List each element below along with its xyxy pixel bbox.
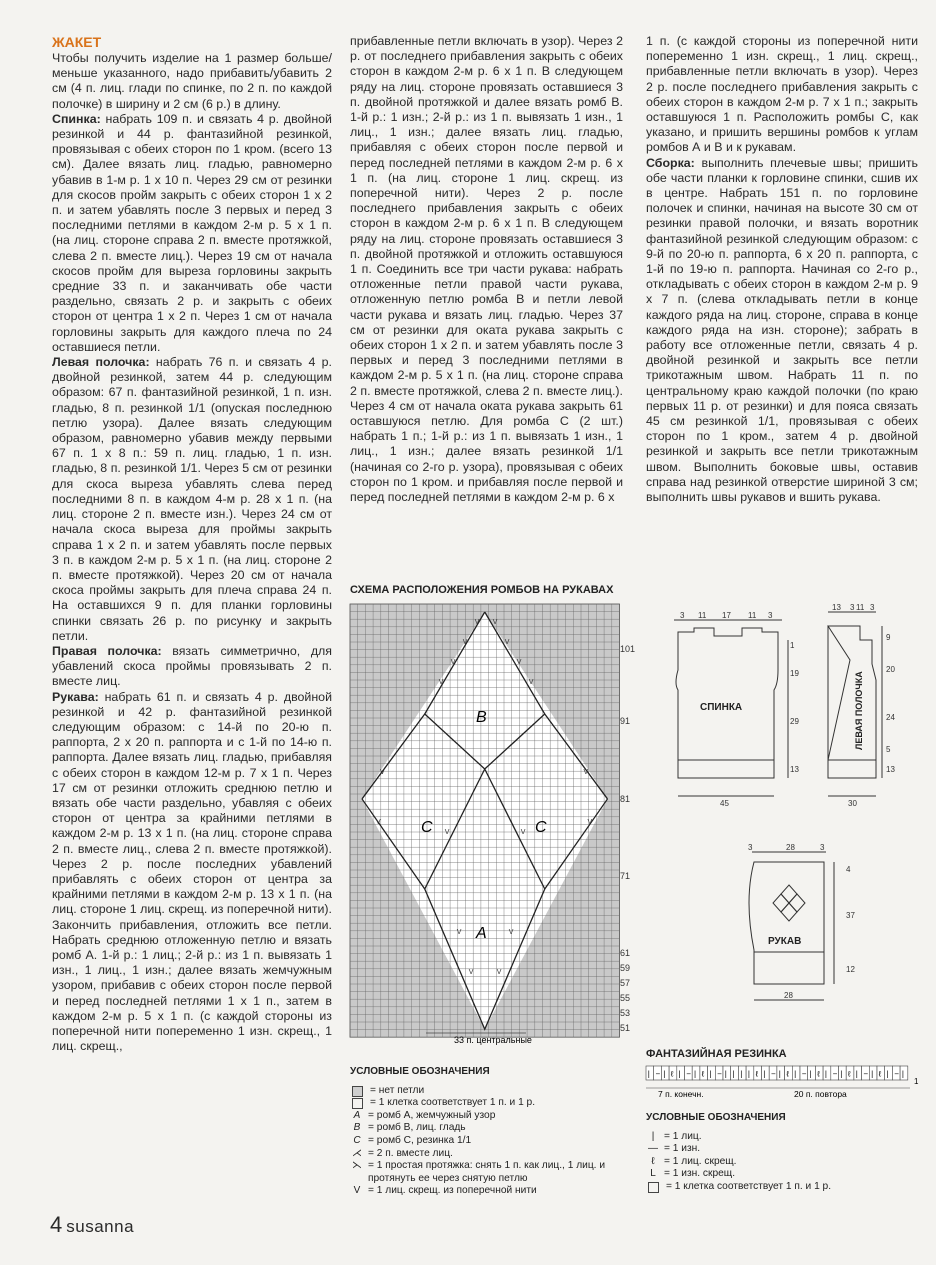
svg-text:−: − (686, 1069, 691, 1079)
row-label-91: 91 (620, 716, 631, 726)
sleeve-dim-side-2: 37 (846, 911, 855, 920)
assembly-paragraph (646, 156, 918, 506)
sleeve-dim-bottom: 28 (784, 991, 793, 1000)
fancy-rib-label-right: 20 п. повтора (794, 1089, 847, 1099)
svg-text:V: V (583, 769, 589, 776)
svg-text:V: V (516, 659, 522, 666)
back-dim-top-3: 17 (722, 611, 731, 620)
row-label-55: 55 (620, 993, 631, 1003)
svg-text:V: V (462, 639, 468, 646)
svg-text:|: | (871, 1069, 874, 1079)
fancy-rib-label-left: 7 п. конечн. (658, 1089, 704, 1099)
svg-text:ℓ: ℓ (670, 1069, 674, 1079)
sleeve-paragraph (52, 690, 332, 1055)
svg-text:|: | (694, 1069, 697, 1079)
svg-text:|: | (778, 1069, 781, 1079)
back-dim-side-3: 29 (790, 717, 799, 726)
svg-text:ℓ: ℓ (701, 1069, 705, 1079)
back-dim-side-1: 1 (790, 641, 795, 650)
svg-text:ℓ: ℓ (817, 1069, 820, 1079)
chart-bottom-label: 33 п. центральные (454, 1035, 532, 1045)
svg-text:|: | (886, 1069, 889, 1079)
front-dim-top-2: 3 (850, 603, 855, 612)
back-text: набрать 109 п. и связать 4 р. двойной резинкой и 44 р. фантазийной резинкой, провязывая с обеих сторон по 1 кром. (всего 13 см). Далее вязать лиц. гладью, равномерно убавив в 1-м р. 1 х 10 п. Через 29 см от резинки для скосов пройм закрыть с обеих сторон 1 х 2 п. и затем убавлять после 3 первых и перед 3 последними петлями в каждом 2-м р. 5 х 1 п. (на лиц. стороне справа 2 п. вместе протяжкой, слева 2 п. вместе лиц.). Через 19 см от начала скосов пройм для выреза горловины закрыть средние 33 п. и заканчивать обе части раздельно, связать 2 р. и закрыть с обеих сторон от центра 1 х 2 п. Через 1 см от начала горловины закрыть для каждого плеча по 24 оставшиеся петли. (52, 111, 332, 354)
svg-text:|: | (855, 1069, 858, 1079)
letter-b: B (476, 709, 487, 726)
legend-item: A = ромб А, жемчужный узор (353, 1109, 496, 1121)
sleeve-label: РУКАВ (768, 936, 802, 947)
left-front-text: набрать 76 п. и связать 4 р. двойной резинкой, затем 44 р. следующим образом: 67 п. фантазийной резинкой, 1 п. изн. гладью, 8 п. резинкой 1/1 (опуская последнюю петлю узора). Далее вязать следующим образом, равномерно убавив между первыми 67 п. 1 х 8 п.: 59 п. лиц. гладью, 1 п. изн. гладью, 8 п. резинкой 1/1. Через 5 см от резинки для скоса выреза убавлять слева перед последними 8 п. в каждом 4-м р. 28 х 1 п. (на лиц. стороне 2 п. вместе изн.). Через 24 см от начала скоса выреза для проймы закрыть справа 1 х 2 п. и затем убавлять после первых 3 п. в каждом 2-м р. 5 х 1 п. (на лиц. стороне 2 п. вместе протяжкой). Через 20 см от начала скоса проймы закрыть для плеча справа 24 п. На оставшихся 9 п. для планки горловины спинки связать 26 р. по рисунку и закрыть петли. (52, 355, 332, 643)
sleeve-dim-side-3: 12 (846, 965, 855, 974)
front-dim-side-1: 9 (886, 633, 891, 642)
front-dim-side-2: 20 (886, 665, 895, 674)
svg-text:ℓ: ℓ (786, 1069, 789, 1079)
chart-title: СХЕМА РАСПОЛОЖЕНИЯ РОМБОВ НА РУКАВАХ (350, 584, 614, 596)
row-label-71: 71 (620, 871, 631, 881)
svg-text:V: V (520, 829, 526, 836)
legend2-item: — = 1 изн. (648, 1143, 701, 1155)
svg-text:|: | (724, 1069, 727, 1079)
legend-item: C = ромб С, резинка 1/1 (353, 1134, 472, 1146)
page-number: 4 (50, 1212, 63, 1237)
back-dim-top-1: 3 (680, 611, 685, 620)
garment-schematics (650, 600, 930, 1020)
svg-text:|: | (763, 1069, 766, 1079)
svg-text:|: | (794, 1069, 797, 1079)
svg-text:−: − (801, 1069, 807, 1079)
sleeve-dim-top-3: 3 (820, 843, 825, 852)
svg-text:−: − (655, 1069, 661, 1079)
sleeve-text: набрать 61 п. и связать 4 р. двойной резинкой и 42 р. фантазийной резинкой следующим образом: с 14-й по 20-ю п. раппорта, 2 х 20 п. раппорта и с 1-й по 14-ю п. раппорта. Далее вязать лиц. гладью, прибавляя с обеих сторон в каждом 12-м р. 7 х 1 п. Через 17 см от резинки отложить среднюю петлю и вязать обе части раздельно, убавляя с обеих сторон от центра за крайними петлями в каждом 2-м р. 13 х 1 п. (на лиц. стороне справа 2 п. вместе лиц., слева 2 п. вместе протяжкой). Через 2 р. после последних убавлений прибавлять с обеих сторон от центра за крайними петлями в каждом 2-м р. 13 х 1 п. (на лиц. стороне 1 лиц. скрещ. из поперечной нити). Закончить прибавления, отложить все петли. Набрать среднюю отложенную петлю и вязать ромб А. 1-й р.: 1 лиц.; 2-й р.: из 1 п. вывязать 1 изн., 1 лиц., 1 изн.; далее вязать жемчужным узором, прибавив с обеих сторон после первой и перед последней петлями 1 х 1 п., затем в каждом 2-м р. 5 х 1 п. (с каждой стороны из поперечной нити попеременно 1 изн. скрещ., 1 лиц. скрещ., (52, 689, 332, 1054)
sleeve-dim-top-2: 28 (786, 843, 795, 852)
legend-rib (646, 1112, 916, 1194)
text-column-3 (646, 34, 918, 505)
legend2-item: L = 1 изн. скрещ. (650, 1168, 736, 1180)
right-front-text: вязать симметрично, для убавлений скоса проймы провязывать 2 п. вместе лиц. (52, 643, 332, 689)
front-dim-side-3: 24 (886, 713, 895, 722)
front-dim-top-3: 11 (856, 603, 865, 612)
back-heading: Спинка: (52, 111, 101, 126)
front-dim-top-1: 13 (832, 603, 841, 612)
svg-text:V: V (444, 829, 450, 836)
legend-item: ⋋ = 1 простая протяжка: снять 1 п. как лиц., 1 лиц. и протянуть ее через снятую петлю (352, 1160, 606, 1184)
letter-c-right: C (535, 819, 547, 836)
right-front-paragraph (52, 644, 332, 690)
svg-text:|: | (647, 1069, 650, 1079)
back-dim-top-5: 3 (768, 611, 773, 620)
svg-text:−: − (771, 1069, 776, 1079)
svg-text:V: V (468, 969, 474, 976)
svg-text:V: V (504, 639, 510, 646)
legend-item: = нет петли (350, 1085, 640, 1098)
svg-text:V: V (508, 929, 514, 936)
svg-text:ℓ: ℓ (848, 1069, 851, 1079)
back-paragraph (52, 112, 332, 355)
left-front-paragraph (52, 355, 332, 644)
rhombus-c-continued: 1 п. (с каждой стороны из поперечной нити попеременно 1 изн. скрещ., 1 лиц. скрещ., прибавленные петли включать в узор). Через 2 р. после последнего прибавления закрыть с обеих сторон в каждом 2-м р. 7 х 1 п.; закрыть оставшуюся 1 п. Расположить ромбы С, как указано, и пришить вершины ромбов к углам ромбов А и В и к рукавам. (646, 34, 918, 155)
sleeve-dim-top-1: 3 (748, 843, 753, 852)
rhombus-chart (348, 600, 638, 1045)
right-front-heading: Правая полочка: (52, 643, 162, 658)
svg-text:−: − (832, 1069, 838, 1079)
svg-text:−: − (894, 1069, 899, 1079)
legend-item: = 1 клетка соответствует 1 п. и 1 р. (350, 1097, 640, 1110)
svg-text:|: | (809, 1069, 812, 1079)
svg-text:|: | (709, 1069, 712, 1079)
legend-item: V = 1 лиц. скрещ. из поперечной нити (353, 1185, 537, 1197)
svg-text:ℓ: ℓ (878, 1069, 882, 1079)
row-label-59: 59 (620, 963, 631, 973)
svg-text:V: V (380, 769, 385, 776)
svg-text:V: V (474, 619, 480, 626)
front-dim-side-4: 5 (886, 745, 891, 754)
fancy-rib-title: ФАНТАЗИЙНАЯ РЕЗИНКА (646, 1048, 787, 1060)
back-label: СПИНКА (700, 702, 743, 713)
front-outline (828, 626, 876, 778)
front-label: ЛЕВАЯ ПОЛОЧКА (854, 671, 864, 750)
svg-text:−: − (717, 1069, 722, 1079)
legend2-item: | = 1 лиц. (651, 1130, 702, 1142)
legend2-item: = 1 клетка соответствует 1 п. и 1 р. (646, 1181, 916, 1194)
svg-text:V: V (496, 969, 502, 976)
back-dim-bottom: 45 (720, 799, 729, 808)
back-dim-top-4: 11 (748, 611, 757, 620)
svg-text:V: V (438, 679, 444, 686)
legend-symbols (350, 1066, 640, 1198)
intro-paragraph: Чтобы получить изделие на 1 размер больше/меньше указанного, надо прибавить/убавить 2 см (4 п. лиц. глади по спинке, по 2 п. по каждой полочке) в ширину и 2 см (6 р.) в длину. (52, 51, 332, 111)
page-footer (50, 1212, 134, 1238)
front-dim-side-5: 13 (886, 765, 895, 774)
svg-text:V: V (376, 819, 381, 826)
front-dim-top-4: 3 (870, 603, 875, 612)
svg-text:|: | (824, 1069, 827, 1079)
letter-a: A (476, 925, 487, 942)
legend-title: УСЛОВНЫЕ ОБОЗНАЧЕНИЯ (350, 1066, 490, 1077)
svg-text:|: | (740, 1069, 743, 1079)
sleeve-continued: прибавленные петли включать в узор). Через 2 р. от последнего прибавления закрыть с обеих сторон в каждом 2-м р. 6 х 1 п. В следующем ряду на лиц. стороне провязать оставшиеся 3 п. двойной протяжкой и далее вязать ромб В. 1-й р.: 1 изн.; 2-й р.: из 1 п. вывязать 1 изн., 1 лиц., 1 изн.; далее вязать лиц. гладью, прибавляя с обеих сторон после первой и перед последней петлями в каждом 2-м р. 6 х 1 п. (на лиц. стороне 1 лиц. скрещ. из поперечной нити). Через 2 р. после последнего прибавления закрыть с обеих сторон в каждом 2-м р. 6 х 1 п. В следующем ряду на лиц. стороне провязать оставшиеся 3 п. двойной протяжкой и отложить оставшуюся 1 п. Соединить все три части рукава: набрать отложенные петли правой части рукава, отложенную петлю ромба В и петли левой части рукава и вязать лиц. гладью. Через 37 см от резинки для оката рукава закрыть с обеих сторон 1 х 2 п. и затем убавлять после 3 первых и перед 3 последними петлями в каждом 2-м р. 5 х 1 п. (на лиц. стороне справа 2 п. вместе протяжкой, слева 2 п. вместе лиц.). Через 4 см от начала оката рукава закрыть 61 оставшуюся петлю. Для ромба С (2 шт.) набрать 1 п.; 1-й р.: из 1 п. вывязать 1 изн., 1 лиц., 1 изн.; далее вязать резинкой 1/1 (начиная со 2-го р. узора), провязывая с обеих сторон по 1 кром. и прибавляя после первой и перед последней петлями в каждом 2-м р. 6 х (350, 34, 623, 505)
article-title: ЖАКЕТ (52, 34, 102, 50)
svg-text:|: | (732, 1069, 735, 1079)
sleeve-heading: Рукава: (52, 689, 99, 704)
svg-text:−: − (863, 1069, 869, 1079)
svg-text:|: | (840, 1069, 843, 1079)
svg-text:V: V (528, 679, 534, 686)
svg-text:|: | (663, 1069, 666, 1079)
left-front-heading: Левая полочка: (52, 355, 150, 370)
text-column-1 (52, 34, 332, 1054)
row-label-101: 101 (620, 644, 636, 654)
assembly-heading: Сборка: (646, 155, 695, 170)
row-label-61: 61 (620, 948, 631, 958)
legend2-title: УСЛОВНЫЕ ОБОЗНАЧЕНИЯ (646, 1112, 786, 1123)
back-dim-side-2: 19 (790, 669, 799, 678)
legend-item: ⋌ = 2 п. вместе лиц. (352, 1147, 453, 1159)
front-dim-bottom: 30 (848, 799, 857, 808)
back-dim-side-4: 13 (790, 765, 799, 774)
svg-text:ℓ: ℓ (755, 1069, 759, 1079)
svg-text:V: V (587, 819, 593, 826)
row-label-53: 53 (620, 1008, 631, 1018)
magazine-brand: susanna (66, 1217, 135, 1236)
legend-item: B = ромб В, лиц. гладь (353, 1122, 466, 1134)
svg-text:V: V (450, 659, 456, 666)
row-label-51: 51 (620, 1023, 631, 1033)
back-dim-top-2: 11 (698, 611, 707, 620)
sleeve-dim-side-1: 4 (846, 865, 851, 874)
svg-text:|: | (678, 1069, 681, 1079)
svg-text:|: | (901, 1069, 904, 1079)
svg-text:V: V (492, 619, 498, 626)
row-label-81: 81 (620, 794, 631, 804)
text-column-2 (350, 34, 623, 505)
row-label-57: 57 (620, 978, 631, 988)
sleeve-outline (749, 862, 824, 984)
svg-text:V: V (456, 929, 462, 936)
fancy-rib-row-number: 1 (914, 1077, 919, 1086)
assembly-text: выполнить плечевые швы; пришить обе части планки к горловине спинки, сшив их в центре. Набрать 151 п. по горловине полочек и спинки, начиная на высоте 30 см от резинки правой полочки, и вязать воротник фантазийной резинкой следующим образом: с 9-й по 20-ю п. раппорта, 6 х 20 п. раппорта, с 1-й по 19-ю п. раппорта. Начиная со 2-го р., откладывать с обеих сторон в каждом 2-м р. 9 х 7 п. (слева откладывать петли в конце каждого ряда на лиц. стороне, справа в конце каждого ряда на изн. стороне); забрать в работу все отложенные петли, связать 4 р. двойной резинкой и закрыть все петли трикотажным швом. Набрать 11 п. по центральному краю каждой полочки (по краю первых 11 р. от резинки) и для пояса связать 45 см резинкой 1/1, провязывая с обеих сторон по 1 кром., затем 4 р. двойной резинкой и закрыть все петли трикотажным швом. Выполнить боковые швы, оставив справа над резинкой отверстие шириной 3 см; выполнить швы рукавов и вшить рукава. (646, 155, 918, 505)
fancy-rib-chart (644, 1064, 924, 1104)
letter-c-left: C (421, 819, 433, 836)
legend2-item: ℓ = 1 лиц. скрещ. (651, 1155, 737, 1167)
svg-text:|: | (747, 1069, 750, 1079)
